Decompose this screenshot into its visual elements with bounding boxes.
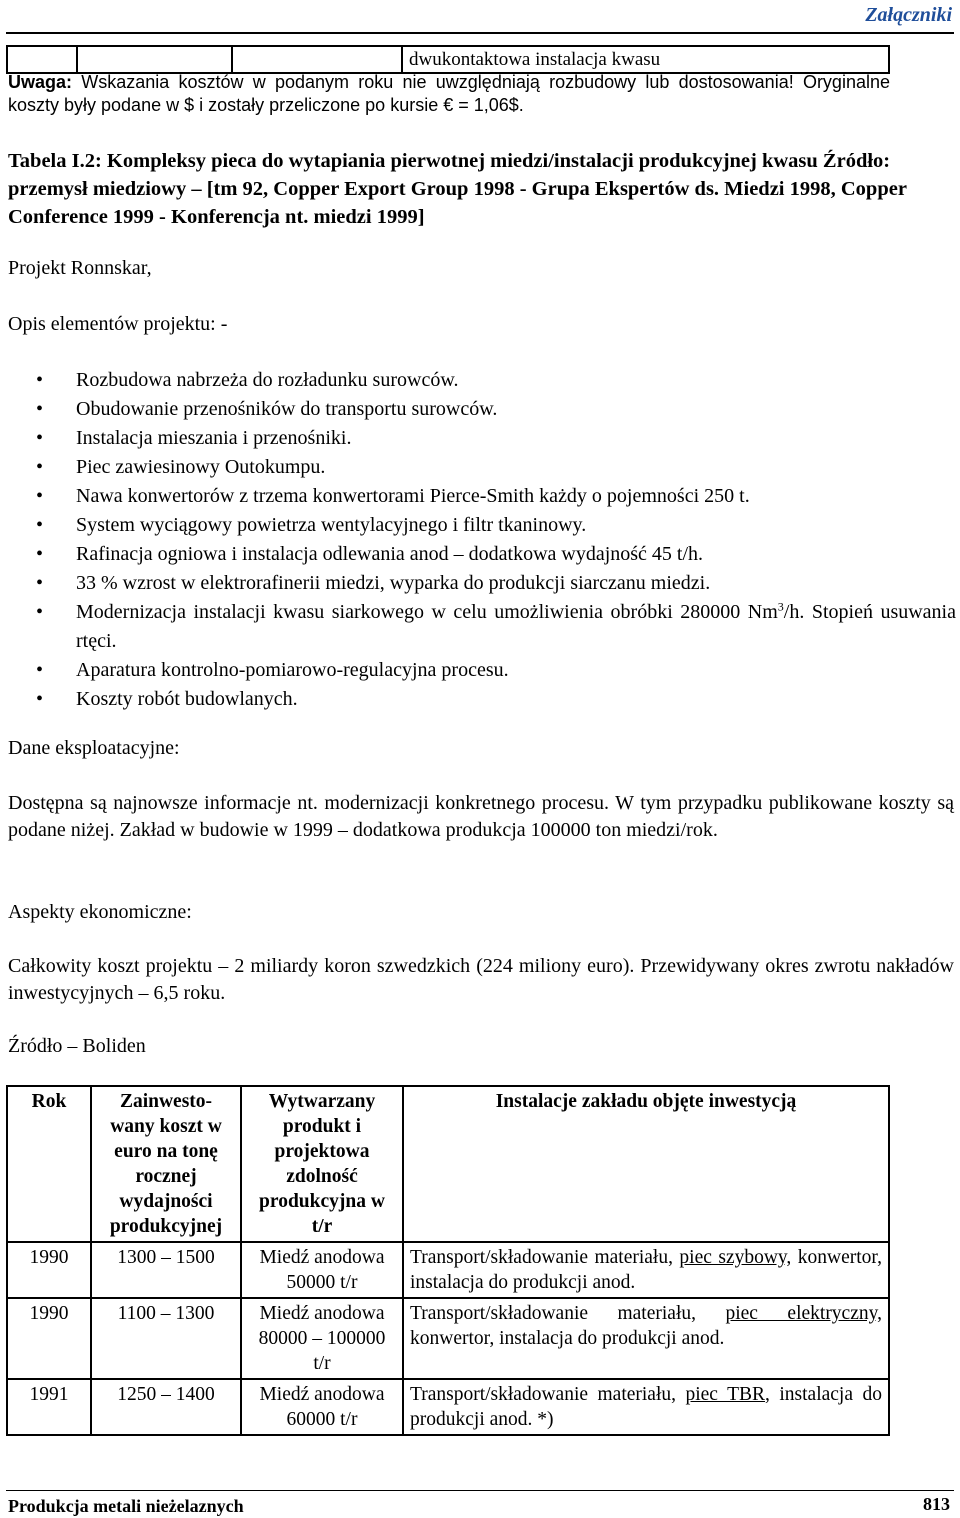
cell-product: Miedź anodowa 50000 t/r xyxy=(241,1242,403,1298)
cell-installations xyxy=(403,1242,889,1298)
table-cell xyxy=(77,46,232,73)
superscript: 3 xyxy=(777,599,784,614)
table-row xyxy=(7,1379,889,1435)
cell-installations xyxy=(403,1298,889,1379)
table-row xyxy=(7,1242,889,1298)
cell-text: dwukontaktowa instalacja kwasu xyxy=(409,48,661,70)
list-item xyxy=(36,569,956,598)
ops-text: Dostępna są najnowsze informacje nt. modernizacji konkretnego procesu. W tym przypadku publikowane koszty są podane niżej. Zakład w budowie w 1999 – dodatkowa produkcja 100000 ton miedzi/rok. xyxy=(8,792,954,841)
cell-year: 1990 xyxy=(7,1242,91,1298)
list-item xyxy=(36,511,956,540)
investment-table xyxy=(6,1085,890,1436)
list-item-text: 33 % wzrost w elektrorafinerii miedzi, wyparka do produkcji siarczanu miedzi. xyxy=(76,572,711,594)
list-item-text: Piec zawiesinowy Outokumpu. xyxy=(76,456,326,478)
inst-text: Transport/składowanie materiału, xyxy=(410,1384,686,1405)
table-row xyxy=(7,1298,889,1379)
table-cell xyxy=(232,46,402,73)
bullet-icon: • xyxy=(36,485,44,507)
cost-note xyxy=(8,71,890,117)
list-item-text: Aparatura kontrolno-pomiarowo-regulacyjna procesu. xyxy=(76,659,509,681)
column-header-product: Wytwarzany produkt i projektowa zdolność produkcyjna w t/r xyxy=(241,1086,403,1242)
inst-furnace: piec szybowy, xyxy=(679,1247,792,1268)
list-item-text: Instalacja mieszania i przenośniki. xyxy=(76,427,352,449)
list-item xyxy=(36,598,956,656)
table-header-row xyxy=(7,1086,889,1242)
bullet-icon: • xyxy=(36,398,44,420)
bullet-icon: • xyxy=(36,456,44,478)
list-item-text: /h. Stopień usuwania rtęci. xyxy=(76,601,956,652)
table-title: Tabela I.2: Kompleksy pieca do wytapiania pierwotnej miedzi/instalacji produkcyjnej kwasu Źródło: przemysł miedziowy – [tm 92, Copper Export Group 1998 - Grupa Ekspertów ds. Miedzi 1998, Copper Conference 1999 - Konferencja nt. miedzi 1999] xyxy=(8,150,907,228)
cell-product: Miedź anodowa 60000 t/r xyxy=(241,1379,403,1435)
list-item-text: System wyciągowy powietrza wentylacyjnego i filtr tkaninowy. xyxy=(76,514,587,536)
inst-furnace: piec TBR xyxy=(685,1384,766,1405)
page-number: 813 xyxy=(923,1494,950,1514)
cell-cost: 1100 – 1300 xyxy=(91,1298,241,1379)
list-item-text: Nawa konwertorów z trzema konwertorami Pierce-Smith każdy o pojemności 250 t. xyxy=(76,485,750,507)
bullet-icon: • xyxy=(36,601,44,623)
column-header-cost: Zainwesto-wany koszt w euro na tonę rocznej wydajności produkcyjnej xyxy=(91,1086,241,1242)
list-item-text: Obudowanie przenośników do transportu surowców. xyxy=(76,398,498,420)
list-item xyxy=(36,453,956,482)
bullet-icon: • xyxy=(36,659,44,681)
table-cell xyxy=(402,46,889,73)
cell-cost: 1300 – 1500 xyxy=(91,1242,241,1298)
list-item xyxy=(36,656,956,685)
inst-text: Transport/składowanie materiału, xyxy=(410,1303,726,1324)
list-item xyxy=(36,685,956,714)
elements-heading: Opis elementów projektu: - xyxy=(8,313,228,335)
bullet-icon: • xyxy=(36,688,44,710)
footer-rule xyxy=(6,1490,954,1491)
list-item-text: Rafinacja ogniowa i instalacja odlewania anod – dodatkowa wydajność 45 t/h. xyxy=(76,543,704,565)
note-text: Wskazania kosztów w podanym roku nie uwzględniają rozbudowy lub dostosowania! Oryginalne koszty były podane w $ i zostały przeliczone po kursie € = 1,06$. xyxy=(8,72,890,115)
source-label: Źródło – Boliden xyxy=(8,1035,146,1057)
list-item-text: Rozbudowa nabrzeża do rozładunku surowców. xyxy=(76,369,459,391)
cell-year: 1990 xyxy=(7,1298,91,1379)
bullet-icon: • xyxy=(36,369,44,391)
inst-text: konwertor, instalacja do produkcji anod. xyxy=(410,1328,725,1349)
econ-text: Całkowity koszt projektu – 2 miliardy koron szwedzkich (224 miliony euro). Przewidywany okres zwrotu nakładów inwestycyjnych – 6,5 roku. xyxy=(8,955,954,1004)
column-header-year: Rok xyxy=(7,1086,91,1242)
continued-table xyxy=(6,45,890,74)
list-item xyxy=(36,540,956,569)
inst-text: , instalacja do produkcji anod. *) xyxy=(410,1384,882,1430)
cell-year: 1991 xyxy=(7,1379,91,1435)
cell-product: Miedź anodowa 80000 – 100000 t/r xyxy=(241,1298,403,1379)
inst-furnace: piec elektryczny, xyxy=(725,1303,882,1324)
column-header-installations: Instalacje zakładu objęte inwestycją xyxy=(403,1086,889,1242)
header-rule xyxy=(6,32,954,34)
bullet-icon: • xyxy=(36,427,44,449)
bullet-icon: • xyxy=(36,572,44,594)
footer-title: Produkcja metali nieżelaznych xyxy=(8,1496,244,1516)
bullet-icon: • xyxy=(36,514,44,536)
note-label: Uwaga: xyxy=(8,72,73,92)
cell-installations xyxy=(403,1379,889,1435)
ops-heading: Dane eksploatacyjne: xyxy=(8,737,180,759)
table-cell xyxy=(7,46,77,73)
project-elements-list xyxy=(36,366,956,714)
inst-text: konwertor, instalacja do produkcji anod. xyxy=(410,1247,882,1293)
list-item-text: Koszty robót budowlanych. xyxy=(76,688,298,710)
inst-text: Transport/składowanie materiału, xyxy=(410,1247,680,1268)
project-name: Projekt Ronnskar, xyxy=(8,257,152,279)
cell-cost: 1250 – 1400 xyxy=(91,1379,241,1435)
running-header: Załączniki xyxy=(865,4,952,26)
list-item xyxy=(36,482,956,511)
table-row xyxy=(7,46,889,73)
list-item xyxy=(36,395,956,424)
econ-heading: Aspekty ekonomiczne: xyxy=(8,901,192,923)
list-item-text: Modernizacja instalacji kwasu siarkowego w celu umożliwienia obróbki 280000 Nm xyxy=(76,601,778,623)
bullet-icon: • xyxy=(36,543,44,565)
list-item xyxy=(36,424,956,453)
list-item xyxy=(36,366,956,395)
